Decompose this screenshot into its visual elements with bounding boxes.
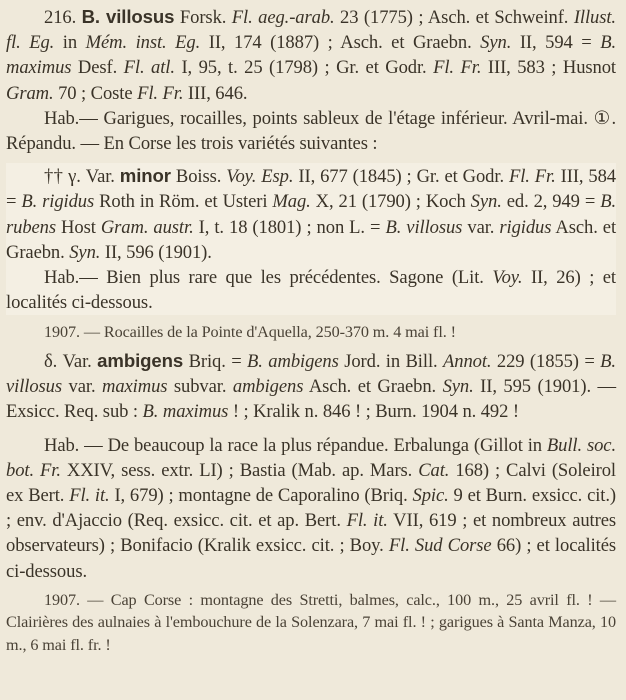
- text: ! ; Kralik n. 846 ! ; Burn. 1904 n. 492 !: [228, 401, 519, 423]
- synonym: B. villosus: [6, 350, 616, 398]
- species-name: B. villosus: [81, 6, 175, 27]
- text: Forsk.: [174, 7, 232, 28]
- text: Var.: [57, 350, 98, 372]
- citation: Illust. fl. Eg.: [6, 7, 616, 54]
- citation: Syn.: [442, 376, 474, 398]
- var-minor-habitat: [6, 265, 616, 315]
- var-minor-observation: 1907. — Rocailles de la Pointe d'Aquella, 250-370 m. 4 mai fl. !: [44, 323, 456, 342]
- text: VII, 619 ; et nombreux autres observateurs) ; Bonifacio (Kralik exsicc. cit. ; Boy.: [6, 510, 616, 557]
- text: I, 679) ; montagne de Caporalino (Briq.: [109, 484, 413, 506]
- synonym: ambigens: [232, 376, 304, 398]
- synonym: rigidus: [499, 216, 552, 238]
- text: I, t. 18 (1801) ; non L. =: [193, 216, 386, 238]
- text: Hab. — De beaucoup la race la plus répandue. Erbalunga (Gillot in: [44, 434, 547, 456]
- text: in: [54, 32, 86, 54]
- synonym: maximus: [102, 376, 168, 398]
- variety-name: minor: [119, 165, 171, 187]
- entry-216-habitat: Hab.— Garigues, rocailles, points sableux de l'étage inférieur. Avril-mai. ①. Répandu. — En Corse les trois variétés suivantes :: [6, 107, 616, 155]
- citation: Annot.: [443, 350, 492, 372]
- citation: Syn.: [69, 241, 101, 263]
- text: II, 596 (1901).: [100, 241, 212, 263]
- synonym: B. ambigens: [247, 350, 339, 372]
- text: XXIV, sess. extr. LI) ; Bastia (Mab. ap. Mars.: [60, 459, 419, 481]
- citation: Syn.: [470, 191, 502, 213]
- text: II, 594 =: [511, 32, 601, 54]
- citation: Bull. soc. bot. Fr.: [6, 434, 616, 481]
- text: Roth in Röm. et Usteri: [94, 191, 273, 213]
- citation: Fl. aeg.-arab.: [231, 7, 335, 28]
- citation: Syn.: [480, 32, 512, 54]
- text: I, 95, t. 25 (1798) ; Gr. et Godr.: [174, 57, 434, 79]
- citation: Gram.: [6, 82, 54, 104]
- citation: Mém. inst. Eg.: [85, 32, 201, 54]
- text: III, 583 ; Husnot: [481, 57, 616, 79]
- text: 229 (1855) =: [491, 350, 601, 372]
- citation: Gram. austr.: [100, 216, 194, 238]
- entry-216-synonymy: [6, 4, 616, 106]
- text: Hab.— Bien plus rare que les précédentes. Sagone (Lit.: [44, 267, 493, 289]
- text: var.: [62, 376, 102, 398]
- var-marker: †† γ.: [44, 166, 81, 188]
- citation: Fl. it.: [346, 510, 388, 532]
- text: Asch. et Graebn.: [303, 376, 443, 398]
- text: 23 (1775) ; Asch. et Schweinf.: [334, 7, 574, 28]
- text: III, 584 =: [6, 166, 617, 213]
- text: II, 26) ; et localités ci-dessous.: [6, 267, 616, 314]
- text: Desf.: [71, 57, 124, 79]
- synonym: B. rigidus: [21, 191, 95, 213]
- text: ed. 2, 949 =: [501, 191, 601, 213]
- citation: Voy. Esp.: [226, 166, 294, 188]
- synonym: B. villosus: [385, 216, 463, 238]
- text: X, 21 (1790) ; Koch: [310, 191, 471, 213]
- citation: Fl. Fr.: [433, 57, 482, 79]
- text: Boiss.: [170, 166, 227, 188]
- citation: Fl. Fr.: [137, 82, 184, 104]
- variety-name: ambigens: [97, 349, 184, 371]
- synonym: B. maximus: [6, 32, 617, 79]
- citation: Fl. Sud Corse: [388, 535, 492, 557]
- text: 168) ; Calvi (Soleirol ex Bert.: [6, 459, 617, 506]
- text: II, 595 (1901). — Exsicc. Req. sub :: [6, 376, 617, 423]
- text: 9 et Burn. exsicc. cit.) ; env. d'Ajaccio (Req. exsicc. cit. et ap. Bert.: [6, 484, 616, 532]
- text: Var.: [80, 166, 120, 188]
- var-minor-synonymy: [6, 163, 616, 265]
- var-marker: δ.: [44, 350, 58, 372]
- text: III, 646.: [183, 82, 248, 104]
- citation: Voy.: [492, 267, 523, 289]
- text: Asch. et Graebn.: [6, 216, 617, 263]
- text: var.: [462, 216, 500, 238]
- citation: Fl. it.: [69, 484, 110, 506]
- synonym: B. maximus: [142, 401, 229, 423]
- text: II, 174 (1887) ; Asch. et Graebn.: [200, 32, 481, 54]
- var-ambigens-habitat: [6, 433, 616, 584]
- text: 66) ; et localités ci-dessous.: [6, 535, 616, 582]
- citation: Fl. atl.: [123, 57, 175, 79]
- text: 70 ; Coste: [53, 82, 138, 104]
- text: Briq. =: [183, 350, 248, 372]
- citation: Cat.: [418, 459, 450, 481]
- text: subvar.: [167, 376, 233, 398]
- text: II, 677 (1845) ; Gr. et Godr.: [293, 166, 509, 188]
- var-ambigens-synonymy: [6, 348, 616, 425]
- text: Host: [56, 216, 101, 238]
- citation: Fl. Fr.: [508, 166, 556, 188]
- citation: Spic.: [412, 484, 449, 506]
- citation: Mag.: [272, 191, 311, 213]
- var-ambigens-observation: 1907. — Cap Corse : montagne des Stretti, balmes, calc., 100 m., 25 avril fl. ! — Clairières des aulnaies à l'embouchure de la Solenzara, 7 mai fl. ! ; garigues à Santa Manza, 10 m., 6 mai fl. fr. !: [6, 590, 616, 654]
- text: Jord. in Bill.: [338, 350, 443, 372]
- entry-number: 216.: [44, 7, 77, 28]
- synonym: B. rubens: [6, 191, 616, 238]
